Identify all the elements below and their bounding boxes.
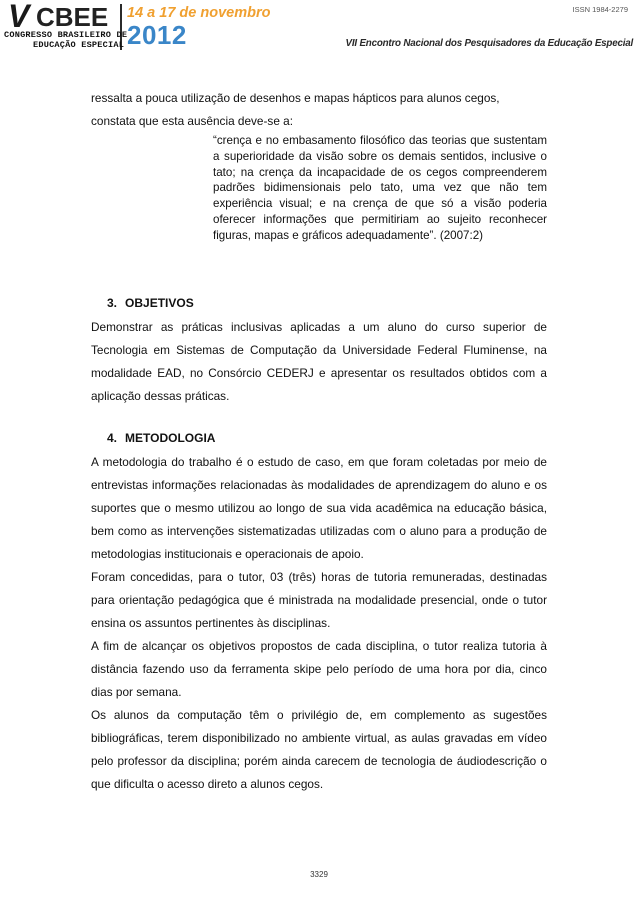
congress-name-line1: CONGRESSO BRASILEIRO DE: [4, 30, 128, 40]
section-3-title: OBJETIVOS: [125, 296, 194, 310]
section-3-number: 3.: [107, 296, 118, 310]
page-number: 3329: [310, 870, 328, 879]
issn-label: ISSN 1984-2279: [572, 5, 628, 14]
section-3-heading: [107, 296, 194, 310]
section-3-body: [91, 316, 547, 408]
section-4-number: 4.: [107, 431, 118, 445]
section-4-title: METODOLOGIA: [125, 431, 216, 445]
section-4-paragraph-4: Os alunos da computação têm o privilégio de, em complemento as sugestões bibliográficas, terem disponibilizado no ambiente virtual, as aulas gravadas em vídeo pelo professor da disciplina; porém ainda carecem de tecnologia de áudiodescrição o que dificulta o acesso direto a alunos cegos.: [91, 708, 547, 791]
intro-line-1: ressalta a pouca utilização de desenhos e mapas hápticos para alunos cegos,: [91, 91, 500, 105]
encontro-title: VII Encontro Nacional dos Pesquisadores da Educação Especial: [345, 38, 633, 49]
logo-v-mark: V: [8, 0, 29, 34]
intro-block: [91, 87, 547, 133]
section-4-paragraph-1: A metodologia do trabalho é o estudo de caso, em que foram coletadas por meio de entrevistas informações relacionadas às modalidades de aprendizagem do aluno e os suportes que o mesmo utilizou ao longo de sua vida acadêmica na educação básica, bem como as intervenções sistematizadas utilizadas com o aluno para a produção de metodologias institucionais e operacionais de apoio.: [91, 455, 547, 561]
block-quote: “crença e no embasamento filosófico das teorias que sustentam a superioridade da visão sobre os demais sentidos, inclusive o tato; na crença da incapacidade de os cegos compreenderem padrões bidimensionais pelo tato, uma vez que não tem experiência visual; e na crença de que só a visão poderia oferecer informações que permitiriam ao sujeito reconhecer figuras, mapas e gráficos adequadamente”. (2007:2): [213, 134, 547, 242]
event-dates: 14 a 17 de novembro: [127, 5, 271, 21]
section-4-paragraph-3: A fim de alcançar os objetivos propostos de cada disciplina, o tutor realiza tutoria à distância fazendo uso da ferramenta skipe pelo período de uma hora por dia, cinco dias por semana.: [91, 639, 547, 699]
congress-name-line2: EDUCAÇÃO ESPECIAL: [33, 40, 125, 50]
section-4-body: [91, 451, 547, 796]
section-4-paragraph-2: Foram concedidas, para o tutor, 03 (três) horas de tutoria remuneradas, destinadas para orientação pedagógica que é ministrada na modalidade presencial, onde o tutor ensina os assuntos pertinentes às disciplinas.: [91, 570, 547, 630]
event-year: 2012: [127, 20, 187, 50]
conference-header: [0, 0, 638, 60]
section-3-paragraph: Demonstrar as práticas inclusivas aplicadas a um aluno do curso superior de Tecnologia em Sistemas de Computação da Universidade Federal Fluminense, na modalidade EAD, no Consórcio CEDERJ e apresentar os resultados obtidos com a aplicação dessas práticas.: [91, 320, 547, 403]
intro-line-2: constata que esta ausência deve-se a:: [91, 114, 293, 128]
section-4-heading: [107, 431, 215, 445]
logo-cbee: CBEE: [36, 2, 109, 32]
